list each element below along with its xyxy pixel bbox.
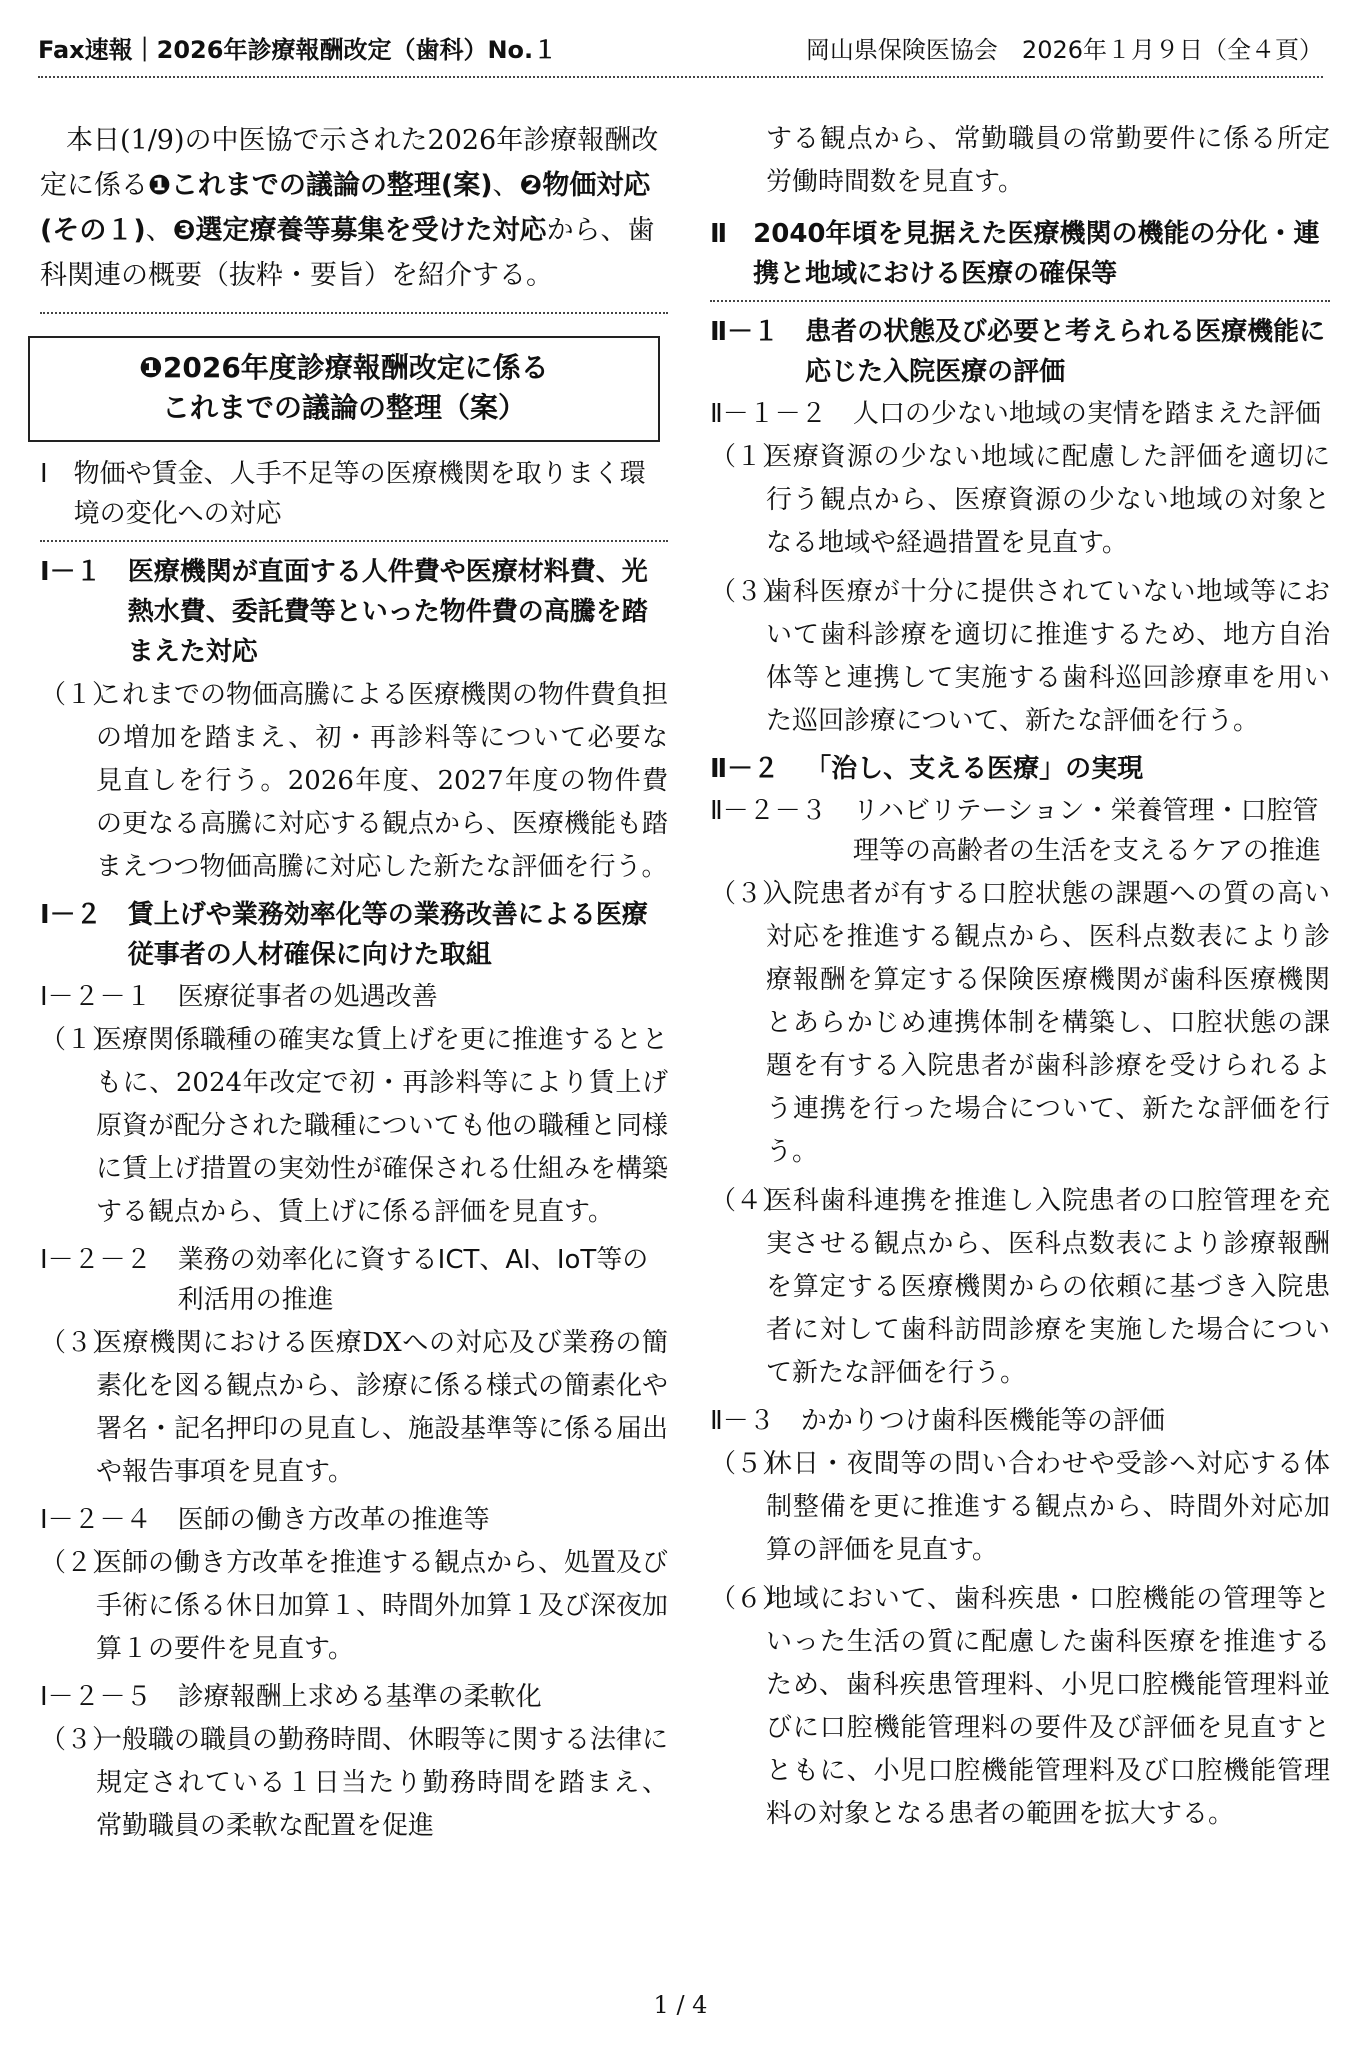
heading-number: Ⅰ－２－４ xyxy=(40,1505,178,1535)
heading-number: Ⅰ xyxy=(40,459,74,489)
paragraph-item xyxy=(710,873,1330,1174)
heading-number: Ⅱ－１ xyxy=(710,317,806,347)
section-divider xyxy=(40,312,668,314)
paragraph-item xyxy=(40,1322,668,1494)
heading-text: 患者の状態及び必要と考えられる医療機能に応じた入院医療の評価 xyxy=(805,317,1326,387)
paragraph-item xyxy=(40,1019,668,1234)
heading-number: Ⅱ－２－３ xyxy=(710,796,853,826)
heading-text: 医療従事者の処遇改善 xyxy=(177,982,438,1012)
intro-text-4: から、歯科関連の概要（抜粋・要旨）を紹介する。 xyxy=(40,215,655,291)
heading-2-2-3 xyxy=(710,791,1330,871)
heading-1 xyxy=(40,454,668,534)
intro-item-2: ❷物価対応(その１) xyxy=(40,170,651,246)
paragraph-item xyxy=(40,674,668,889)
paragraph-item xyxy=(710,1180,1330,1395)
heading-1-2-5 xyxy=(40,1677,668,1717)
paragraph-text: 一般職の職員の勤務時間、休暇等に関する法律に規定されている１日当たり勤務時間を踏まえ、常勤職員の柔軟な配置を促進 xyxy=(96,1725,669,1841)
paragraph-number: （１） xyxy=(40,680,119,710)
heading-number: Ⅱ－１－２ xyxy=(710,399,853,429)
paragraph-text: 歯科医療が十分に提供されていない地域等において歯科診療を適切に推進するため、地方自治体等と連携して実施する歯科巡回診療車を用いた巡回診療について、新たな評価を行う。 xyxy=(766,577,1330,736)
heading-2-1-2 xyxy=(710,394,1330,434)
document-header xyxy=(38,34,1323,80)
paragraph-text: 医療資源の少ない地域に配慮した評価を適切に行う観点から、医療資源の少ない地域の対象となる地域や経過措置を見直す。 xyxy=(766,442,1330,558)
heading-text: 賃上げや業務効率化等の業務改善による医療従事者の人材確保に向けた取組 xyxy=(127,900,648,970)
paragraph-item xyxy=(710,436,1330,565)
paragraph-item xyxy=(710,571,1330,743)
paragraph-item xyxy=(40,1542,668,1671)
paragraph-number: （１） xyxy=(710,442,789,472)
heading-divider xyxy=(710,300,1330,302)
heading-2-1 xyxy=(710,312,1330,392)
paragraph-text: これまでの物価高騰による医療機関の物件費負担の増加を踏まえ、初・再診料等について必要な見直しを行う。2026年度、2027年度の物件費の更なる高騰に対応する観点から、医療機能も踏まえつつ物価高騰に対応した新たな評価を行う。 xyxy=(96,680,669,882)
right-column xyxy=(710,118,1330,1842)
heading-divider xyxy=(40,540,668,542)
paragraph-number: （３） xyxy=(40,1328,119,1358)
intro-text-2: 、 xyxy=(492,170,520,201)
heading-text: かかりつけ歯科医機能等の評価 xyxy=(800,1406,1165,1436)
heading-2 xyxy=(710,214,1330,294)
paragraph-number: （４） xyxy=(710,1186,789,1216)
paragraph-item xyxy=(40,1719,668,1848)
paragraph-number: （３） xyxy=(710,577,789,607)
heading-number: Ⅰ－１ xyxy=(40,557,128,587)
paragraph-number: （２） xyxy=(40,1548,119,1578)
left-column xyxy=(40,118,668,1854)
paragraph-text: 入院患者が有する口腔状態の課題への質の高い対応を推進する観点から、医科点数表により診療報酬を算定する保険医療機関が歯科医療機関とあらかじめ連携体制を構築し、口腔状態の課題を有する入院患者が歯科診療を受けられるよう連携を行った場合について、新たな評価を行う。 xyxy=(766,879,1330,1167)
heading-text: 診療報酬上求める基準の柔軟化 xyxy=(177,1682,542,1712)
heading-1-2-2 xyxy=(40,1240,668,1320)
intro-paragraph xyxy=(40,118,668,312)
paragraph-number: （５） xyxy=(710,1449,789,1479)
heading-number: Ⅰ－２ xyxy=(40,900,128,930)
paragraph-continuation: する観点から、常勤職員の常勤要件に係る所定労働時間数を見直す。 xyxy=(766,124,1330,197)
paragraph-item xyxy=(710,1578,1330,1836)
section-title-line-2: これまでの議論の整理（案） xyxy=(161,391,526,424)
heading-text: 業務の効率化に資するICT、AI、IoT等の利活用の推進 xyxy=(177,1245,649,1315)
heading-number: Ⅰ－２－１ xyxy=(40,982,178,1012)
heading-1-2-4 xyxy=(40,1500,668,1540)
heading-1-2 xyxy=(40,895,668,975)
heading-number: Ⅱ－２ xyxy=(710,754,806,784)
heading-text: リハビリテーション・栄養管理・口腔管理等の高齢者の生活を支えるケアの推進 xyxy=(852,796,1321,866)
paragraph-text: 地域において、歯科疾患・口腔機能の管理等といった生活の質に配慮した歯科医療を推進するため、歯科疾患管理料、小児口腔機能管理料並びに口腔機能管理料の要件及び評価を見直すとともに、小児口腔機能管理料及び口腔機能管理料の対象となる患者の範囲を拡大する。 xyxy=(766,1584,1330,1829)
paragraph-text: 医科歯科連携を推進し入院患者の口腔管理を充実させる観点から、医科点数表により診療報酬を算定する医療機関からの依頼に基づき入院患者に対して歯科訪問診療を実施した場合について新たな評価を行う。 xyxy=(766,1186,1330,1388)
header-divider xyxy=(38,76,1323,78)
paragraph-text: 医療機関における医療DXへの対応及び業務の簡素化を図る観点から、診療に係る様式の簡素化や署名・記名押印の見直し、施設基準等に係る届出や報告事項を見直す。 xyxy=(96,1328,669,1487)
heading-text: 人口の少ない地域の実情を踏まえた評価 xyxy=(852,399,1321,429)
intro-item-3: ❸選定療養等募集を受けた対応 xyxy=(172,215,547,246)
paragraph-number: （３） xyxy=(40,1725,119,1755)
heading-number: Ⅱ－３ xyxy=(710,1406,801,1436)
section-title-box xyxy=(28,336,660,442)
paragraph-item xyxy=(710,1443,1330,1572)
heading-text: 医師の働き方改革の推進等 xyxy=(177,1505,490,1535)
heading-1-1 xyxy=(40,552,668,672)
heading-text: 医療機関が直面する人件費や医療材料費、光熱水費、委託費等といった物件費の高騰を踏まえた対応 xyxy=(127,557,648,667)
heading-number: Ⅰ－２－５ xyxy=(40,1682,178,1712)
heading-text: 2040年頃を見据えた医療機関の機能の分化・連携と地域における医療の確保等 xyxy=(753,219,1320,289)
intro-text-1: 本日(1/9)の中医協で示された2026年診療報酬改定に係る xyxy=(40,125,659,201)
heading-2-3 xyxy=(710,1401,1330,1441)
paragraph-text: 医師の働き方改革を推進する観点から、処置及び手術に係る休日加算１、時間外加算１及び深夜加算１の要件を見直す。 xyxy=(96,1548,669,1664)
intro-text-3: 、 xyxy=(145,215,173,246)
paragraph-number: （３） xyxy=(710,879,789,909)
page-number: 1 / 4 xyxy=(653,1991,708,2019)
heading-text: 「治し、支える医療」の実現 xyxy=(805,754,1144,784)
heading-number: Ⅰ－２－２ xyxy=(40,1245,178,1275)
heading-number: Ⅱ xyxy=(710,219,754,249)
paragraph-text: 医療関係職種の確実な賃上げを更に推進するとともに、2024年改定で初・再診料等により賃上げ原資が配分された職種についても他の職種と同様に賃上げ措置の実効性が確保される仕組みを構築する観点から、賃上げに係る評価を見直す。 xyxy=(96,1025,669,1227)
paragraph-text: 休日・夜間等の問い合わせや受診へ対応する体制整備を更に推進する観点から、時間外対応加算の評価を見直す。 xyxy=(766,1449,1330,1565)
header-title: Fax速報｜2026年診療報酬改定（歯科）No.１ xyxy=(38,36,558,64)
paragraph-number: （１） xyxy=(40,1025,119,1055)
heading-2-2 xyxy=(710,749,1330,789)
heading-1-2-1 xyxy=(40,977,668,1017)
intro-item-1: ❶これまでの議論の整理(案) xyxy=(148,170,493,201)
header-meta: 岡山県保険医協会 2026年１月９日（全４頁） xyxy=(805,36,1323,64)
paragraph-number: （６） xyxy=(710,1584,789,1614)
section-title-line-1: ❶2026年度診療報酬改定に係る xyxy=(139,351,549,384)
heading-text: 物価や賃金、人手不足等の医療機関を取りまく環境の変化への対応 xyxy=(73,459,646,529)
